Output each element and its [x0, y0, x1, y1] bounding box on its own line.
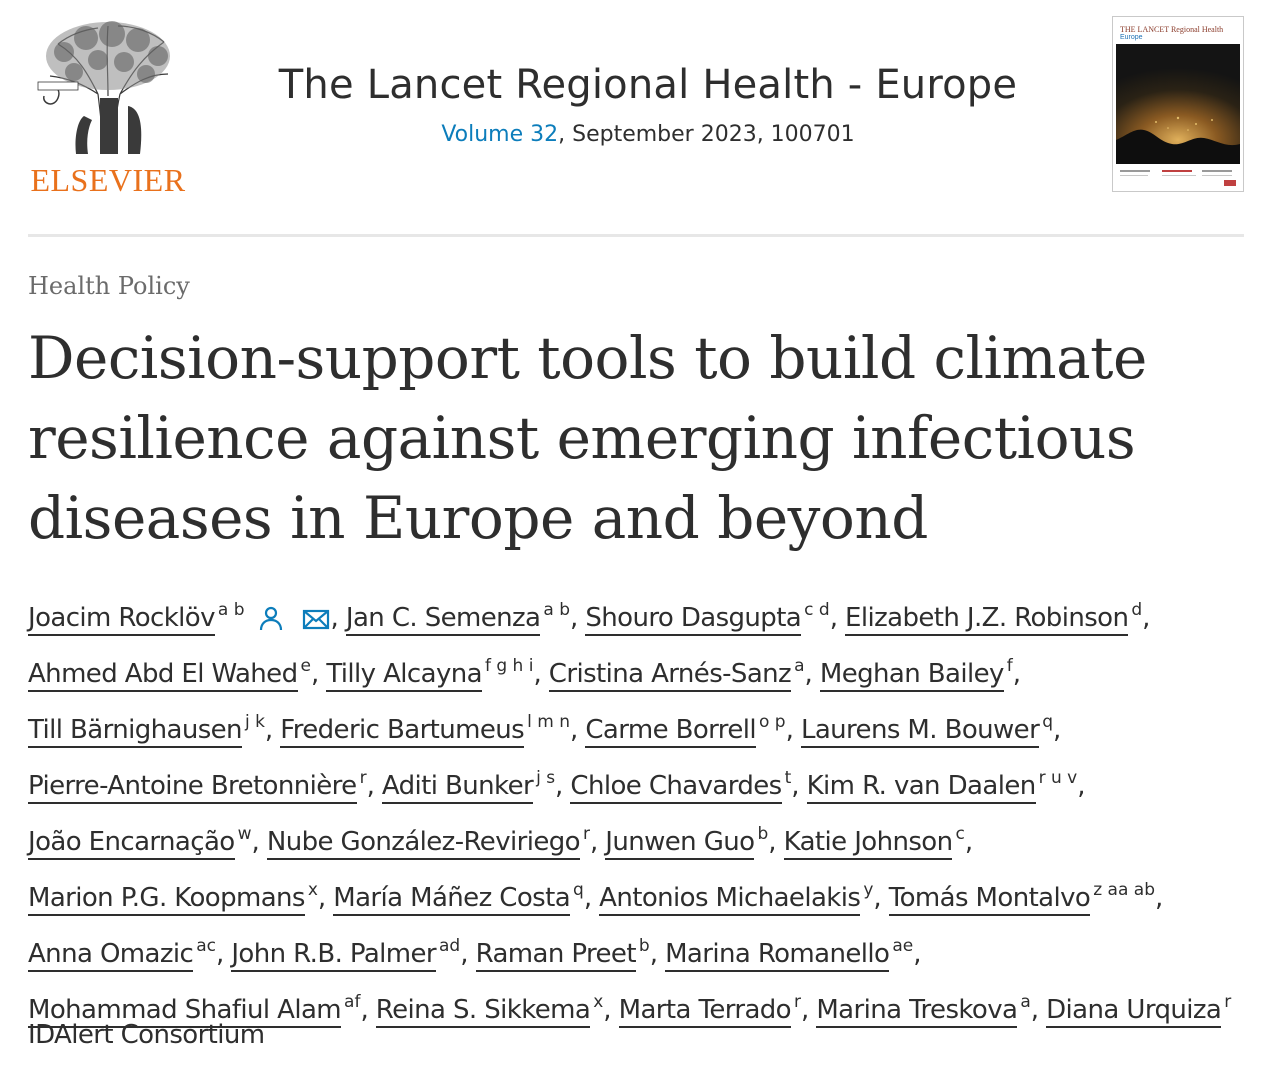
affiliation-marker[interactable]: r — [582, 824, 590, 844]
mountain-silhouette-icon — [1116, 44, 1240, 164]
affiliation-marker[interactable]: ae — [892, 936, 914, 956]
author-name-link[interactable]: Junwen Guo — [605, 827, 754, 860]
author-separator: , — [330, 603, 346, 633]
author-entry — [28, 712, 265, 745]
author-name-link[interactable]: Diana Urquiza — [1046, 995, 1221, 1028]
author-name-link[interactable]: João Encarnação — [28, 827, 235, 860]
affiliation-marker[interactable]: j k — [244, 712, 265, 732]
author-separator: , — [460, 939, 476, 969]
author-entry — [806, 768, 1078, 801]
author-name-link[interactable]: Antonios Michaelakis — [599, 883, 860, 916]
author-separator: , — [873, 883, 889, 913]
author-name-link[interactable]: Shouro Dasgupta — [585, 603, 801, 636]
affiliation-marker[interactable]: o p — [758, 712, 786, 732]
affiliation-marker[interactable]: b — [757, 824, 769, 844]
author-entry — [381, 768, 556, 801]
affiliation-marker[interactable]: z aa ab — [1093, 880, 1156, 900]
author-list — [28, 586, 1258, 1034]
affiliation-marker[interactable]: x — [307, 880, 318, 900]
author-separator: , — [533, 659, 549, 689]
author-entry — [585, 712, 786, 745]
author-separator: , — [1012, 659, 1021, 689]
author-name-link[interactable]: Laurens M. Bouwer — [801, 715, 1039, 748]
issue-details: , September 2023, 100701 — [558, 122, 855, 147]
author-name-link[interactable]: Jan C. Semenza — [346, 603, 541, 636]
author-entry — [28, 824, 252, 857]
cover-footer-graphic — [1116, 166, 1240, 188]
author-name-link[interactable]: Mohammad Shafiul Alam — [28, 995, 341, 1028]
author-name-link[interactable]: Pierre-Antoine Bretonnière — [28, 771, 357, 804]
author-name-link[interactable]: Katie Johnson — [784, 827, 953, 860]
author-entry — [375, 992, 604, 1025]
author-separator: , — [251, 827, 267, 857]
author-name-link[interactable]: Marina Romanello — [665, 939, 889, 972]
author-name-link[interactable]: Frederic Bartumeus — [280, 715, 524, 748]
author-name-link[interactable]: Tilly Alcayna — [326, 659, 482, 692]
author-name-link[interactable]: Reina S. Sikkema — [376, 995, 590, 1028]
affiliation-marker[interactable]: e — [300, 656, 311, 676]
author-name-link[interactable]: Nube González-Reviriego — [267, 827, 580, 860]
author-entry — [599, 880, 874, 913]
author-separator: , — [649, 939, 666, 969]
journal-title[interactable]: The Lancet Regional Health - Europe — [278, 62, 1018, 108]
author-separator: , — [366, 771, 382, 801]
affiliation-marker[interactable]: q — [573, 880, 584, 900]
author-entry — [783, 824, 965, 857]
elsevier-logo[interactable] — [28, 16, 188, 198]
author-entry — [280, 712, 570, 745]
affiliation-marker[interactable]: t — [784, 768, 792, 788]
author-name-link[interactable]: Ahmed Abd El Wahed — [28, 659, 298, 692]
affiliation-marker[interactable]: b — [638, 936, 650, 956]
cover-subtitle: Europe — [1120, 34, 1143, 41]
affiliation-marker[interactable]: j s — [536, 768, 556, 788]
article-type-label: Health Policy — [28, 272, 190, 300]
author-entry — [888, 880, 1156, 913]
author-entry — [28, 880, 318, 913]
person-icon[interactable] — [257, 604, 285, 632]
author-name-link[interactable]: Marina Treskova — [816, 995, 1017, 1028]
volume-link[interactable]: Volume 32 — [441, 122, 559, 147]
author-name-link[interactable]: María Máñez Costa — [333, 883, 570, 916]
author-entry — [816, 992, 1031, 1025]
affiliation-marker[interactable]: d — [1131, 600, 1143, 620]
author-separator: , — [785, 715, 801, 745]
author-entry — [1046, 992, 1232, 1025]
author-separator: , — [603, 995, 619, 1025]
affiliation-marker[interactable]: af — [344, 992, 361, 1012]
author-name-link[interactable]: Marion P.G. Koopmans — [28, 883, 305, 916]
author-name-link[interactable]: Tomás Montalvo — [889, 883, 1091, 916]
affiliation-marker[interactable]: c — [955, 824, 965, 844]
author-entry — [845, 600, 1143, 633]
cover-footer — [1116, 166, 1240, 188]
author-separator: , — [913, 939, 921, 969]
author-separator: , — [555, 771, 571, 801]
affiliation-marker[interactable]: r u v — [1038, 768, 1078, 788]
author-entry — [266, 824, 590, 857]
article-title: Decision-support tools to build climate resilience against emerging infectious diseases in Europe and beyond — [28, 324, 1147, 552]
affiliation-marker[interactable]: r — [793, 992, 801, 1012]
author-separator: , — [317, 883, 334, 913]
affiliation-marker[interactable]: a b — [543, 600, 571, 620]
author-separator: , — [1142, 603, 1150, 633]
author-separator: , — [1052, 715, 1061, 745]
cover-title: THE LANCET Regional Health — [1120, 25, 1224, 34]
author-entry — [333, 880, 584, 913]
affiliation-marker[interactable]: c d — [804, 600, 830, 620]
consortium-label: IDAlert Consortium — [28, 1020, 265, 1050]
journal-info — [218, 62, 1078, 147]
author-separator: , — [589, 827, 606, 857]
author-separator: , — [569, 715, 586, 745]
author-name-link[interactable]: Kim R. van Daalen — [807, 771, 1036, 804]
affiliation-marker[interactable]: r — [359, 768, 367, 788]
header-divider — [28, 234, 1244, 237]
publisher-wordmark: ELSEVIER — [30, 162, 186, 198]
author-separator: , — [1155, 883, 1163, 913]
author-name-link[interactable]: Aditi Bunker — [382, 771, 533, 804]
author-name-link[interactable]: Joacim Rocklöv — [28, 603, 215, 636]
author-name-link[interactable]: Meghan Bailey — [820, 659, 1004, 692]
affiliation-marker[interactable]: a b — [217, 600, 245, 620]
affiliation-marker[interactable]: x — [593, 992, 604, 1012]
affiliation-marker[interactable]: ac — [196, 936, 216, 956]
author-separator: , — [768, 827, 784, 857]
affiliation-marker[interactable]: a — [794, 656, 805, 676]
author-name-link[interactable]: Anna Omazic — [28, 939, 193, 972]
author-name-link[interactable]: Chloe Chavardes — [570, 771, 781, 804]
author-entry — [665, 936, 914, 969]
affiliation-marker[interactable]: f g h i — [484, 656, 534, 676]
author-separator: , — [804, 659, 820, 689]
author-entry — [800, 712, 1053, 745]
author-name-link[interactable]: John R.B. Palmer — [231, 939, 436, 972]
author-entry — [345, 600, 571, 633]
author-separator: , — [800, 995, 817, 1025]
author-separator: , — [216, 939, 232, 969]
affiliation-marker[interactable]: l m n — [527, 712, 570, 732]
author-entry — [28, 600, 331, 633]
cover-masthead — [1116, 20, 1240, 42]
author-separator: , — [570, 603, 586, 633]
author-entry — [570, 768, 792, 801]
affiliation-marker[interactable]: ad — [439, 936, 461, 956]
author-separator: , — [583, 883, 600, 913]
journal-cover-thumbnail[interactable] — [1112, 16, 1244, 192]
affiliation-marker[interactable]: r — [1224, 992, 1232, 1012]
author-separator: , — [1077, 771, 1085, 801]
author-entry — [819, 656, 1013, 689]
author-entry — [475, 936, 650, 969]
author-entry — [585, 600, 830, 633]
author-entry — [618, 992, 801, 1025]
cover-inner — [1116, 20, 1240, 188]
author-name-link[interactable]: Till Bärnighausen — [28, 715, 242, 748]
author-separator: , — [1030, 995, 1047, 1025]
author-entry — [28, 768, 367, 801]
author-entry — [231, 936, 461, 969]
author-name-link[interactable]: Elizabeth J.Z. Robinson — [845, 603, 1128, 636]
journal-header — [28, 14, 1244, 198]
affiliation-marker[interactable]: f — [1006, 656, 1013, 676]
tree-emblem-icon — [28, 16, 188, 156]
author-name-link[interactable]: Raman Preet — [476, 939, 636, 972]
affiliation-marker[interactable]: q — [1042, 712, 1053, 732]
author-entry — [326, 656, 534, 689]
author-entry — [28, 936, 216, 969]
journal-issue — [218, 122, 1078, 147]
author-separator: , — [310, 659, 327, 689]
author-separator: , — [264, 715, 281, 745]
affiliation-marker[interactable]: w — [237, 824, 252, 844]
author-separator: , — [360, 995, 376, 1025]
author-separator: , — [829, 603, 846, 633]
author-separator: , — [791, 771, 807, 801]
author-name-link[interactable]: Cristina Arnés-Sanz — [549, 659, 791, 692]
author-separator: , — [964, 827, 973, 857]
author-entry — [605, 824, 769, 857]
email-icon[interactable] — [301, 606, 331, 632]
affiliation-marker[interactable]: a — [1020, 992, 1031, 1012]
affiliation-marker[interactable]: y — [863, 880, 874, 900]
author-name-link[interactable]: Marta Terrado — [619, 995, 791, 1028]
author-name-link[interactable]: Carme Borrell — [585, 715, 756, 748]
author-entry — [28, 656, 311, 689]
author-entry — [548, 656, 805, 689]
cover-photo — [1116, 44, 1240, 164]
